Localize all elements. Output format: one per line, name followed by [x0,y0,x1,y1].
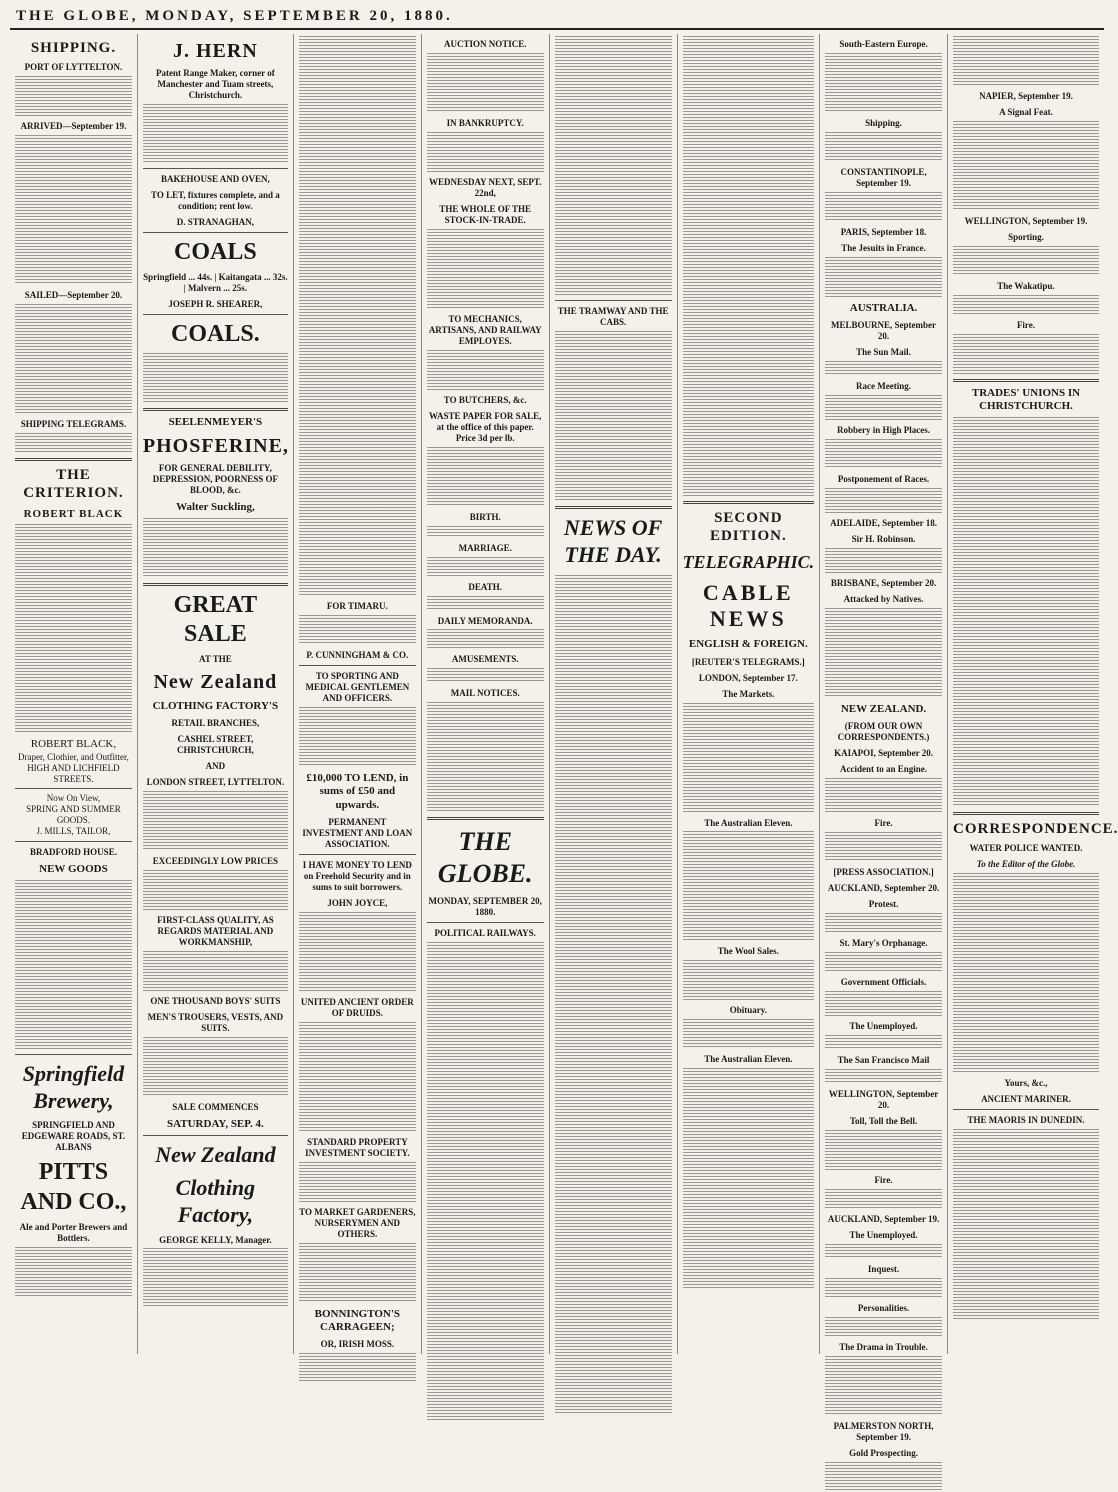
brisbane-dateline: BRISBANE, September 20. [830,577,937,588]
postponement-heading: Postponement of Races. [837,474,930,485]
coals-heading-2: COALS. [171,321,260,348]
shipping-heading: SHIPPING. [30,40,117,56]
memoranda-heading: DAILY MEMORANDA. [437,615,533,626]
bonnington-heading: BONNINGTON'S CARRAGEEN; [314,1307,401,1334]
shipping-heading-7: Shipping. [865,117,902,128]
irish-moss-line: OR, IRISH MOSS. [320,1339,395,1350]
phosferine-sub: FOR GENERAL DEBILITY, DEPRESSION, POORNESS OF BLOOD, &c. [152,463,279,496]
kelly-line: GEORGE KELLY, Manager. [159,1234,272,1245]
fire-heading-7: Fire. [874,818,893,829]
wellington-dateline: WELLINGTON, September 20. [828,1088,939,1110]
column-3 [294,34,422,1354]
bankruptcy-heading: IN BANKRUPTCY. [446,117,524,128]
column-5 [550,34,678,1354]
nz-heading: New Zealand [153,671,278,694]
reuter-line: [REUTER'S TELEGRAMS.] [691,656,805,667]
address-line: HIGH AND LICHFIELD STREETS. [27,762,120,784]
column-4 [422,34,550,1354]
tramway-heading: THE TRAMWAY AND THE CABS. [557,306,669,327]
auction-heading: AUCTION NOTICE. [443,39,527,49]
markets-heading: The Markets. [722,688,775,699]
inquest-heading: Inquest. [867,1263,900,1274]
masthead [10,6,1104,30]
bradford-heading: BRADFORD HOUSE. [29,847,117,858]
nz-heading-2: New Zealand [155,1142,276,1168]
columns [10,34,1118,1458]
waste-line: WASTE PAPER FOR SALE, at the office of this paper. Price 3d per lb. [429,410,542,443]
govt-heading: Government Officials. [840,977,927,988]
fire-heading-7b: Fire. [874,1174,893,1185]
butchers-heading: TO BUTCHERS, &c. [443,394,527,405]
druids-heading: UNITED ANCIENT ORDER OF DRUIDS. [300,996,414,1018]
protest-heading: Protest. [868,899,899,910]
mariner-line: ANCIENT MARINER. [981,1093,1071,1104]
tailor-name: J. MILLS, TAILOR, [36,826,111,837]
whole-stock-line: THE WHOLE OF THE STOCK-IN-TRADE. [439,203,532,225]
own-correspondents: (FROM OUR OWN CORRESPONDENTS.) [837,721,930,743]
south-eastern-heading: South-Eastern Europe. [839,39,928,49]
deaths-heading: DEATH. [468,581,503,592]
robbery-heading: Robbery in High Places. [837,425,931,436]
gold-heading: Gold Prospecting. [849,1447,918,1458]
column-8 [948,34,1118,1354]
permanent-line: PERMANENT INVESTMENT AND LOAN ASSOCIATION. [302,817,413,849]
wednesday-line: WEDNESDAY NEXT, SEPT. 22nd, [428,176,542,198]
coals-prices: Springfield ... 44s. | Kaitangata ... 32s. | Malvern ... 25s. [143,272,288,294]
second-edition-heading: SECOND EDITION. [709,510,787,545]
springfield-heading: Springfield Brewery, [22,1060,125,1113]
marriages-heading: MARRIAGE. [458,542,512,553]
loan-heading: £10,000 TO LEND, in sums of £50 and upwards. [306,771,409,811]
london-dateline: LONDON, September 17. [698,672,798,683]
new-goods-heading: NEW GOODS [39,863,108,876]
cable-news-heading: CABLE NEWS [702,579,794,632]
paris-dateline: PARIS, September 18. [840,226,927,237]
robert-black-name: ROBERT BLACK, [30,738,117,751]
globe-heading: THE GLOBE. [437,827,533,889]
page-title: THE GLOBE, MONDAY, SEPTEMBER 20, 1880. [16,8,453,24]
sailed-heading: SAILED—September 20. [24,290,123,301]
standard-heading: STANDARD PROPERTY INVESTMENT SOCIETY. [305,1136,410,1158]
drama-heading: The Drama in Trouble. [839,1341,928,1352]
column-7 [820,34,948,1458]
amusements-heading: AMUSEMENTS. [451,654,519,665]
news-heading: NEWS OF THE DAY. [563,514,663,567]
bakehouse-heading: BAKEHOUSE AND OVEN, [161,174,270,185]
mens-suits: MEN'S TROUSERS, VESTS, AND SUITS. [147,1011,284,1033]
london-line: LONDON STREET, LYTTELTON. [146,776,285,787]
editor-line: To the Editor of the Globe. [976,858,1076,869]
coals-heading: COALS [174,239,257,266]
money-heading: I HAVE MONEY TO LEND on Freehold Security and in sums to suit borrowers. [302,859,412,892]
boys-suits: ONE THOUSAND BOYS' SUITS [150,995,281,1006]
aus-eleven-heading: The Australian Eleven. [704,1054,793,1065]
accident-heading: Accident to an Engine. [840,764,928,775]
great-sale-heading: GREAT SALE [173,591,258,647]
unemployed-heading: The Unemployed. [849,1021,918,1031]
sporting-heading-8: Sporting. [1008,231,1044,242]
branches-line: RETAIL BRANCHES, [171,718,260,729]
at-the: AT THE [199,654,232,665]
cunningham-line: P. CUNNINGHAM & CO. [306,649,409,660]
robert-black-heading: ROBERT BLACK [23,507,124,520]
column-6 [678,34,821,1354]
obituary-heading: Obituary. [729,1005,767,1016]
port-heading: PORT OF LYTTELTON. [24,62,123,73]
trades-heading: TRADES' UNIONS IN CHRISTCHURCH. [971,386,1081,413]
sale-commences: SALE COMMENCES [172,1101,259,1112]
now-on-view: Now On View, [46,793,101,804]
factory-heading: Clothing Factory, [175,1174,256,1227]
jesuits-heading: The Jesuits in France. [841,242,926,253]
mail-heading: MAIL NOTICES. [450,688,520,699]
wakatipu-heading: The Wakatipu. [997,280,1055,291]
melbourne-dateline: MELBOURNE, September 20. [831,320,937,342]
fire-heading-8: Fire. [1016,319,1036,330]
auckland-dateline: AUCKLAND, September 20. [827,883,940,894]
hern-sub: Patent Range Maker, corner of Manchester and Tuam streets, Christchurch. [156,68,275,101]
phosferine-heading: PHOSFERINE, [142,435,289,458]
suckling-heading: Walter Suckling, [176,501,255,514]
attacked-heading: Attacked by Natives. [843,593,924,604]
personalities-heading: Personalities. [857,1302,910,1313]
kaiapoi-dateline: KAIAPOI, September 20. [834,748,933,759]
nz-heading-7: NEW ZEALAND. [840,702,927,715]
globe-date: MONDAY, SEPTEMBER 20, 1880. [428,895,542,917]
low-prices: EXCEEDINGLY LOW PRICES [152,855,278,866]
sir-h-heading: Sir H. Robinson. [851,534,916,544]
saturday-line: SATURDAY, SEP. 4. [167,1117,264,1130]
toll-heading: Toll, Toll the Bell. [849,1115,918,1126]
australia-heading: AUSTRALIA. [849,301,918,314]
auckland-dateline-2: AUCKLAND, September 19. [827,1213,940,1224]
adelaide-dateline: ADELAIDE, September 18. [830,518,937,529]
draper-line: Draper, Clothier, and Outfitter, [18,751,129,762]
shipping-telegrams-heading: SHIPPING TELEGRAMS. [20,419,127,430]
sun-mail-heading: The Sun Mail. [856,347,911,358]
arrived-heading: ARRIVED—September 19. [20,121,127,132]
shearer-line: JOSEPH R. SHEARER, [168,299,263,310]
press-line: [PRESS ASSOCIATION.] [833,867,934,878]
political-heading: POLITICAL RAILWAYS. [434,927,536,938]
australian-heading: The Australian Eleven. [704,817,793,828]
wool-heading: The Wool Sales. [717,946,779,957]
sporting-heading: TO SPORTING AND MEDICAL GENTLEMEN AND OFFICERS. [305,670,410,703]
clothing-heading: CLOTHING FACTORY'S [152,699,279,712]
wellington-dateline-8: WELLINGTON, September 19. [964,215,1088,226]
column-2 [138,34,294,1354]
sf-mail-heading: The San Francisco Mail [837,1054,930,1065]
springfield-address: SPRINGFIELD AND EDGEWARE ROADS, ST. ALBANS [21,1120,126,1153]
signal-heading: A Signal Feat. [999,106,1053,117]
stranaghan-line: D. STRANAGHAN, [176,217,255,228]
orphanage-heading: St. Mary's Orphanage. [839,938,928,949]
pitts-sub: Ale and Porter Brewers and Bottlers. [19,1221,128,1243]
and-line: AND [205,760,226,771]
first-class: FIRST-CLASS QUALITY, AS REGARDS MATERIAL AND WORKMANSHIP, [157,914,274,947]
criterion-heading: THE CRITERION. [23,467,124,502]
palmerston-dateline: PALMERSTON NORTH, September 19. [833,1420,934,1442]
hern-heading: J. HERN [172,40,258,62]
mechanics-heading: TO MECHANICS, ARTISANS, AND RAILWAY EMPLOYES. [428,313,542,346]
yours-line: Yours, &c., [1004,1077,1048,1088]
to-let-line: TO LET, fixtures complete, and a condition; rent low. [151,190,280,212]
for-timaru: FOR TIMARU. [326,601,388,611]
english-foreign-heading: ENGLISH & FOREIGN. [688,638,808,651]
spring-goods: SPRING AND SUMMER GOODS. [26,804,121,826]
seelenmeyer-heading: SEELENMEYER'S [168,415,263,428]
joyce-line: JOHN JOYCE, [327,897,388,908]
pitts-heading: PITTS AND CO., [20,1159,127,1215]
napier-dateline: NAPIER, September 19. [979,91,1073,101]
cashel-line: CASHEL STREET, CHRISTCHURCH, [177,733,254,755]
unemployed-heading-2: The Unemployed. [849,1229,918,1240]
market-heading: TO MARKET GARDENERS, NURSERYMEN AND OTHERS. [299,1206,416,1239]
water-police-heading: WATER POLICE WANTED. [969,842,1083,853]
race-heading: Race Meeting. [856,381,912,392]
constantinople-dateline: CONSTANTINOPLE, September 19. [840,166,927,188]
correspondence-heading: CORRESPONDENCE. [952,820,1118,837]
telegraphic-heading: TELEGRAPHIC. [682,551,815,572]
column-1 [10,34,138,1354]
maoris-heading: THE MAORIS IN DUNEDIN. [967,1114,1085,1125]
births-heading: BIRTH. [469,511,501,522]
